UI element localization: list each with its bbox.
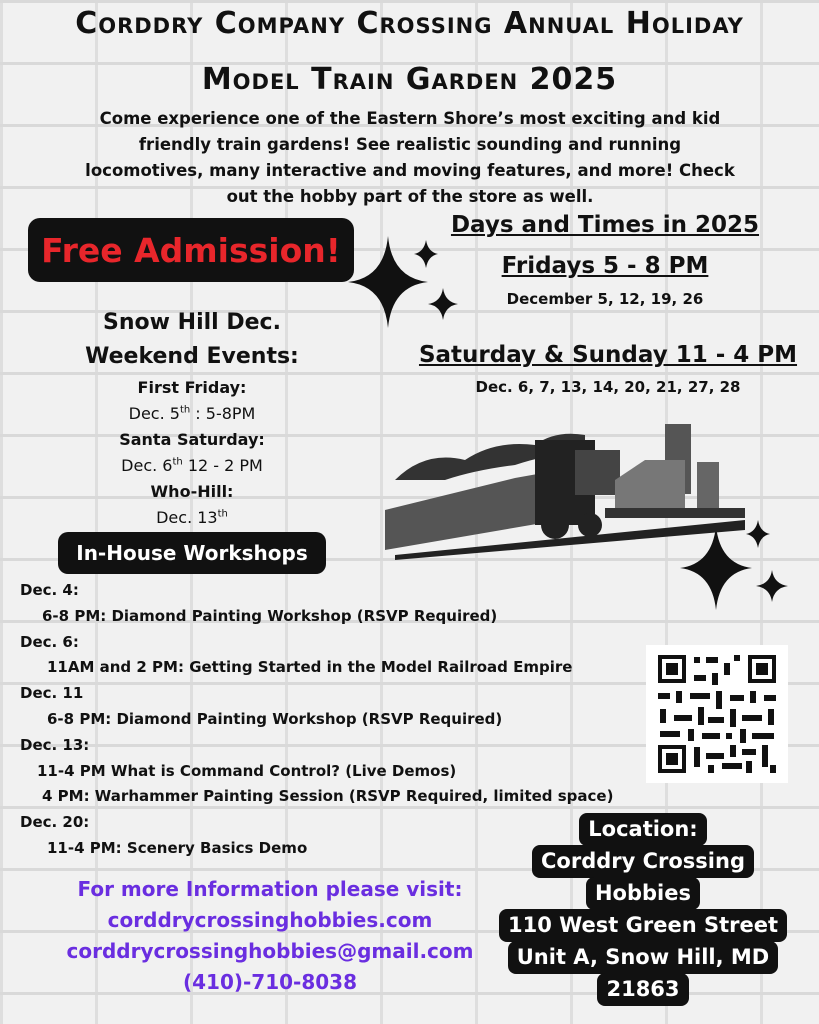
location-line: 21863 [597,973,688,1006]
free-admission-text: Free Admission! [41,230,341,270]
list-item: Dec. 11 [20,684,84,703]
title-line-1: Corddry Company Crossing Annual Holiday [75,6,744,41]
list-item: 6-8 PM: Diamond Painting Workshop (RSVP Required) [42,606,498,625]
train-illustration [385,410,755,560]
days-times-heading: Days and Times in 2025 [450,212,760,238]
list-item: Dec. 4: [20,581,79,599]
event-date: Dec. 6th 12 - 2 PM [121,456,263,475]
list-item: 11AM and 2 PM: Getting Started in the Model Railroad Empire [47,658,573,677]
list-item: 11-4 PM What is Command Control? (Live Demos) [37,761,457,780]
intro-text: Come experience one of the Eastern Shore’s most exciting and kid friendly train gardens! See realistic sounding and running locomotives, many interactive and moving features, and more! Check out the hobby part of the store as well. [85,109,735,206]
free-admission-badge [28,218,354,282]
list-item: Dec. 6: [20,632,79,651]
fridays-heading: Fridays 5 - 8 PM [501,253,709,279]
more-info-block [40,874,500,998]
event-label: First Friday: [137,378,247,397]
workshops-badge [58,532,326,574]
qr-code [646,645,788,783]
location-block [496,814,790,1006]
list-item: 4 PM: Warhammer Painting Session (RSVP Required, limited space) [42,787,614,806]
snow-hill-heading-line2: Weekend Events: [85,344,299,369]
weekend-heading: Saturday & Sunday 11 - 4 PM [418,342,798,368]
event-date: Dec. 13th [156,508,228,527]
title-line-2: Model Train Garden 2025 [201,62,618,97]
sparkle-icon [348,232,458,332]
location-line: Unit A, Snow Hill, MD [508,941,778,974]
website-link[interactable]: corddrycrossinghobbies.com [107,908,433,932]
location-line: 110 West Green Street [499,909,787,942]
snow-hill-heading [52,306,332,374]
event-label: Who-Hill: [150,482,234,501]
location-line: Corddry Crossing [532,845,754,878]
list-item: Dec. 13: [20,735,90,754]
event-label: Santa Saturday: [119,430,265,449]
weekend-dates: Dec. 6, 7, 13, 14, 20, 21, 27, 28 [475,378,741,396]
workshops-heading: In-House Workshops [76,541,308,565]
more-info-heading: For more Information please visit: [77,877,463,901]
list-item: Dec. 20: [20,813,90,832]
list-item: 6-8 PM: Diamond Painting Workshop (RSVP Required) [47,709,503,728]
snow-hill-heading-line1: Snow Hill Dec. [103,310,281,335]
list-item: 11-4 PM: Scenery Basics Demo [47,838,308,857]
email-link[interactable]: corddrycrossinghobbies@gmail.com [66,939,474,963]
fridays-dates: December 5, 12, 19, 26 [506,290,704,308]
location-line: Hobbies [586,877,700,910]
event-date: Dec. 5th : 5-8PM [128,404,256,423]
phone-number: (410)-710-8038 [182,970,358,994]
location-line: Location: [579,813,706,846]
